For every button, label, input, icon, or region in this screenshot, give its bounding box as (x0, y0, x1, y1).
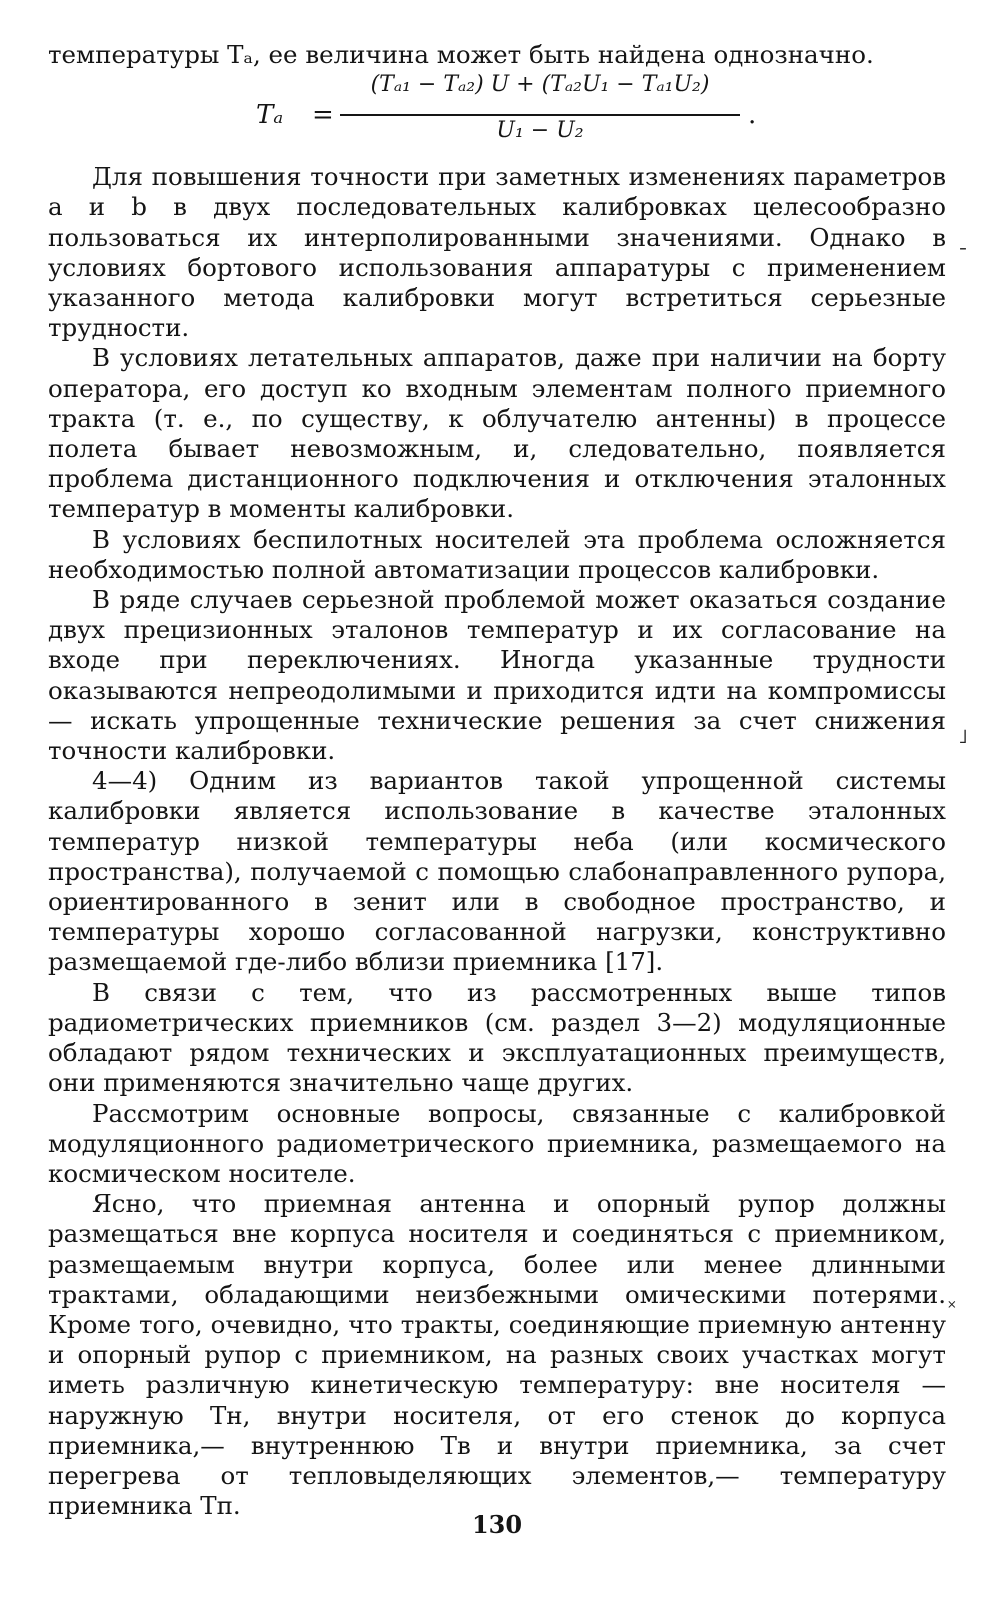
margin-mark: ˟ (948, 1296, 956, 1320)
paragraph: В ряде случаев серьезной проблемой может оказаться создание двух прецизионных эталонов температур и их согласование на входе при переключениях. Иногда указанные трудности оказываются непреодолимыми и приходится идти на компромиссы — искать упрощенные технические решения за счет снижения точности калибровки. (48, 585, 946, 766)
paragraph: Ясно, что приемная антенна и опорный рупор должны размещаться вне корпуса носителя и соединяться с приемником, размещаемым внутри корпуса, более или менее длинными трактами, обладающими неизбежными омическими потерями. Кроме того, очевидно, что тракты, соединяющие приемную антенну и опорный рупор с приемником, на разных своих участках могут иметь различную кинетическую температуру: вне носителя — наружную Tн, внутри носителя, от его стенок до корпуса приемника,— внутреннюю Tв и внутри приемника, за счет перегрева от тепловыделяющих элементов,— температуру приемника Tп. (48, 1189, 946, 1521)
formula-numerator: (Tₐ₁ − Tₐ₂) U + (Tₐ₂U₁ − Tₐ₁U₂) (370, 72, 710, 98)
paragraph: 4—4) Одним из вариантов такой упрощенной системы калибровки является использование в качестве эталонных температур низкой температуры неба (или космического пространства), получаемой с помощью слабонаправленного рупора, ориентированного в зенит или в свободное пространство, и температуры хорошо согласованной нагрузки, конструктивно размещаемой где-либо вблизи приемника [17]. (48, 766, 946, 977)
formula-lhs: Tₐ (256, 100, 284, 131)
paragraph: Для повышения точности при заметных изменениях параметров a и b в двух последовательных калибровках целесообразно пользоваться их интерполированными значениями. Однако в условиях бортового использования аппаратуры с применением указанного метода калибровки могут встретиться серьезные трудности. (48, 162, 946, 343)
paragraph: В связи с тем, что из рассмотренных выше типов радиометрических приемников (см. раздел 3—2) модуляционные обладают рядом технических и эксплуатационных преимуществ, они применяются значительно чаще других. (48, 977, 946, 1098)
formula-denominator: U₁ − U₂ (496, 118, 584, 144)
formula-equals: = (312, 100, 334, 131)
page-body (48, 40, 946, 1521)
fraction-bar (340, 114, 740, 116)
intro-line: температуры Tₐ, ее величина может быть найдена однозначно. (48, 40, 874, 69)
paragraph: Рассмотрим основные вопросы, связанные с калибровкой модуляционного радиометрического приемника, размещаемого на космическом носителе. (48, 1098, 946, 1188)
margin-mark: ˩ (958, 724, 968, 748)
paragraph: В условиях летательных аппаратов, даже при наличии на борту оператора, его доступ ко входным элементам полного приемного тракта (т. е., по существу, к облучателю антенны) в процессе полета бывает невозможным, и, следовательно, появляется проблема дистанционного подключения и отключения эталонных температур в моменты калибровки. (48, 343, 946, 524)
page-number: 130 (471, 1510, 523, 1539)
paragraph: В условиях беспилотных носителей эта проблема осложняется необходимостью полной автоматизации процессов калибровки. (48, 524, 946, 584)
margin-mark: ¯ (958, 244, 968, 268)
formula-end: . (748, 100, 757, 131)
formula (48, 70, 946, 162)
